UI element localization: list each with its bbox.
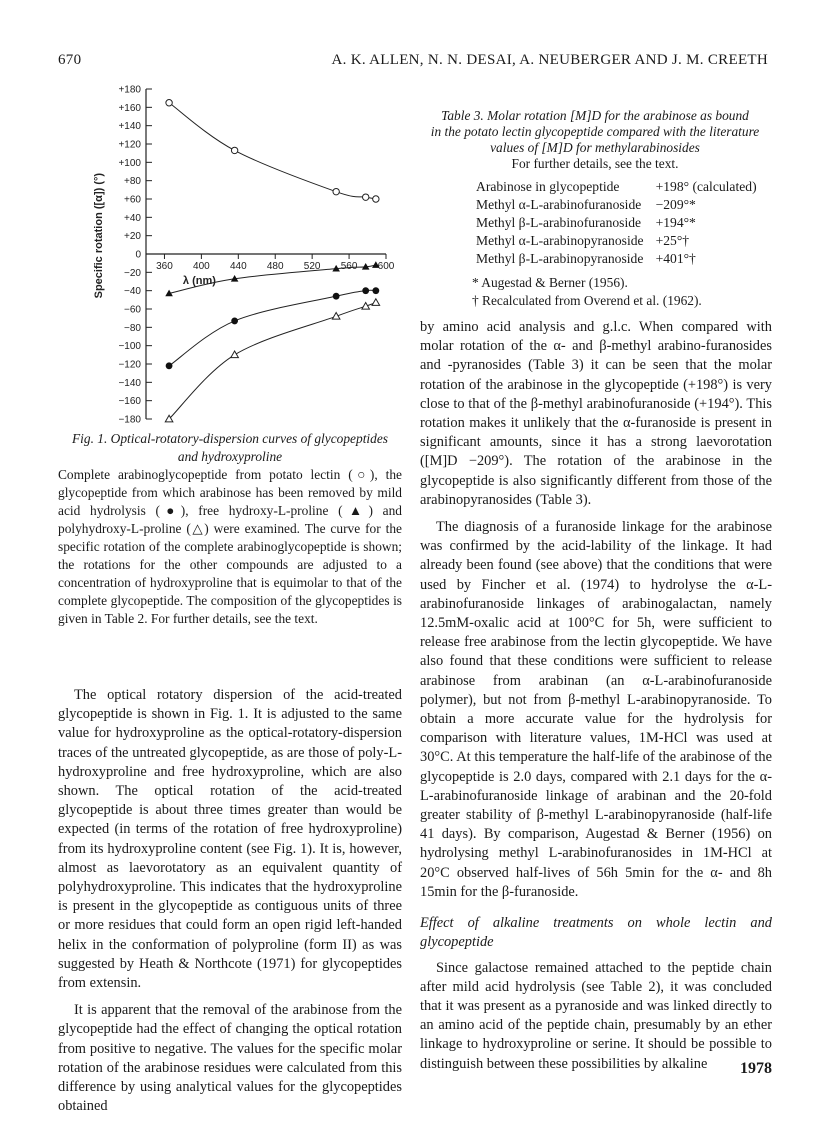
series-line-1 [169,103,376,199]
table-title-line2: in the potato lectin glycopeptide compared with the literature [430,124,760,139]
y-tick-label: −80 [124,322,141,334]
y-tick-label: +60 [124,194,141,206]
x-axis-title: λ (nm) [182,275,216,287]
table-3 [420,108,770,310]
table-row [476,196,757,214]
left-paragraph-1: The optical rotatory dispersion of the acid-treated glycopeptide is shown in Fig. 1. It is adjusted to the same value for hydroxyproline as the optical-rotatory-dispersion traces of the untreated glycopeptide, as are those of poly-L-hydroxyproline and free hydroxyproline, which are also shown. The optical rotation of the acid-treated glycopeptide is about three times greater than would be expected (in terms of the rotation of free hydroxyproline) from its hydroxyproline content (see Fig. 1). It is, however, almost as laevorotatory as an equivalent quantity of polyhydroxyproline. This indicates that the hydroxyproline is present in the glycopeptide as contiguous units of three or more residues that could form an open rigid left-handed helix in the conformation of polyproline (form II) as was suggested by Heath & Northcote (1971) for glycopeptides from extensin. [58,687,402,992]
data-point-open-circle [231,147,237,153]
data-point-filled-circle [166,362,173,369]
figure-title-line1: Fig. 1. Optical-rotatory-dispersion curves of glycopeptides [72,431,388,446]
table-cell-compound: Methyl α-L-arabinopyranoside [476,233,644,248]
data-point-open-triangle [372,299,380,306]
y-tick-label: +80 [124,176,141,188]
table-cell-compound: Arabinose in glycopeptide [476,179,620,194]
y-tick-label: +180 [118,84,141,96]
y-tick-label: +160 [118,102,141,114]
running-header-authors: A. K. ALLEN, N. N. DESAI, A. NEUBERGER AND J. M. CREETH [331,52,768,68]
right-paragraph-3: Since galactose remained attached to the peptide chain after mild acid hydrolysis (see Table 2), it was concluded that it was present as a pyranoside and was linked directly to an amino acid of the peptide chain, presumably by an ether linkage to hydroxyproline or serine. It should be possible to distinguish between these possibilities by alkaline [420,959,772,1072]
table-cell-rotation: +194°* [655,215,696,230]
y-tick-label: −140 [118,377,141,389]
table-footnote-1: * Augestad & Berner (1956). [472,275,628,290]
series-line-2 [169,290,376,366]
right-paragraph-1: by amino acid analysis and g.l.c. When compared with molar rotation of the α- and β-methyl arabino-furanosides and -pyranosides (Table 3) it can be seen that the molar rotation of the arabinose in the glycopeptide (+198°) is very close to that of the β-methyl arabinofuranoside (+194°). This rotation makes it unlikely that the α-furanoside is present in significant amounts, since it has a strong laevorotation ([M]D −209°). The rotation of the arabinose in the glycopeptide is also significantly different from those of the arabinopyranosides (Table 3). [420,319,772,508]
table-row [476,178,757,196]
x-tick-label: 600 [377,261,395,272]
data-point-filled-circle [231,318,238,325]
x-tick-label: 480 [266,261,284,272]
table-cell-rotation: +25°† [655,233,690,248]
page-year: 1978 [740,1060,772,1077]
figure-title-line2: and hydroxyproline [177,449,283,464]
y-tick-label: +20 [124,231,141,243]
y-tick-label: −160 [118,396,141,408]
data-point-filled-circle [333,293,340,300]
y-axis-title: Specific rotation ([α]) (°) [93,172,105,299]
y-tick-label: −20 [124,267,141,279]
left-paragraph-2: It is apparent that the removal of the arabinose from the glycopeptide had the effect of changing the optical rotation from positive to negative. The values for the specific molar rotation of the arabinose residues were calculated from this difference by using analytical values for the glycopeptides obtained [58,1002,402,1115]
table-title-line1: Table 3. Molar rotation [M]D for the arabinose as bound [441,108,749,123]
table-cell-compound: Methyl β-L-arabinopyranoside [476,251,644,266]
table-row [476,232,757,250]
table-footnote-2: † Recalculated from Overend et al. (1962). [472,293,702,308]
data-point-open-circle [362,194,368,200]
x-tick-label: 520 [303,261,321,272]
table-subtitle: For further details, see the text. [511,156,679,171]
y-tick-label: 0 [135,249,141,261]
table-cell-rotation: +198° (calculated) [655,179,757,194]
y-tick-label: −120 [118,359,141,371]
right-column [420,318,772,1074]
table-title-line3: values of [M]D for methylarabinosides [490,140,700,155]
y-tick-label: −60 [124,304,141,316]
x-tick-label: 560 [340,261,358,272]
x-tick-label: 440 [229,261,247,272]
table-row [476,250,757,268]
table-row [476,214,757,232]
data-point-open-triangle [231,351,239,358]
figure-caption-text: Complete arabinoglycopeptide from potato lectin (○), the glycopeptide from which arabinose has been removed by mild acid hydrolysis (●), free hydroxy-L-proline (▲) and polyhydroxy-L-proline (△) were examined. The curve for the specific rotation of the complete arabinoglycopeptide is shown; the rotations for the other compounds are adjusted to a concentration of hydroxyproline that is equimolar to that of the complete glycopeptide. The composition of the glycopeptides is given in Table 2. For further details, see the text. [58,467,402,626]
table-cell-rotation: +401°† [655,251,696,266]
data-point-filled-circle [372,287,379,294]
y-tick-label: +140 [118,121,141,133]
series-line-4 [169,303,376,419]
x-tick-label: 360 [156,261,173,272]
table-cell-compound: Methyl α-L-arabinofuranoside [476,197,642,212]
y-tick-label: −180 [118,414,141,426]
right-paragraph-2: The diagnosis of a furanoside linkage for the arabinose was confirmed by the acid-lability of the linkage. It had already been found (see above) that the conditions that were used by Fincher et al. (1974) to hydrolyse the α-L-arabinofuranoside linkages of arabinogalactan, namely 12.5mM-oxalic acid at 100°C for 5h, were sufficient to release free arabinose from the lectin glycopeptide. We have also found that these conditions were sufficient to release arabinose from arabinan (an α-L-arabinofuranoside polymer), but not from β-methyl L-arabinopyranoside. To obtain a more accurate value for the hydrolysis for comparison with literature values, 1M-HCl was used at 30°C. At this temperature the half-life of the arabinose of the glycopeptide is 2.0 days, compared with 2.1 days for the α-L-arabinofuranoside linkage of arabinan and the 20-fold greater stability of β-methyl L-arabinopyranoside (half-life 41 days). By comparison, Augestad & Berner (1956) on hydrolysing methyl L-arabinofuranosides in 1M-HCl at 20°C observed half-lives of 56h 5min for the α- and 8h 15min for the β-furanoside. [420,519,772,900]
figure-caption [58,430,402,628]
table-cell-rotation: −209°* [655,197,696,212]
table-cell-compound: Methyl β-L-arabinofuranoside [476,215,642,230]
data-point-open-circle [166,100,172,106]
y-tick-label: +120 [118,139,141,151]
left-column [58,686,402,1116]
section-heading: Effect of alkaline treatments on whole lectin and glycopeptide [420,915,772,951]
data-point-filled-circle [362,287,369,294]
y-tick-label: +100 [118,157,141,169]
y-tick-label: +40 [124,212,141,224]
data-point-open-circle [373,196,379,202]
page-number: 670 [58,52,82,68]
y-tick-label: −100 [118,341,141,353]
data-point-open-circle [333,188,339,194]
table-3-body [476,178,757,268]
x-tick-label: 400 [193,261,210,272]
y-tick-label: −40 [124,286,141,298]
fig1-ord-chart [90,84,395,426]
